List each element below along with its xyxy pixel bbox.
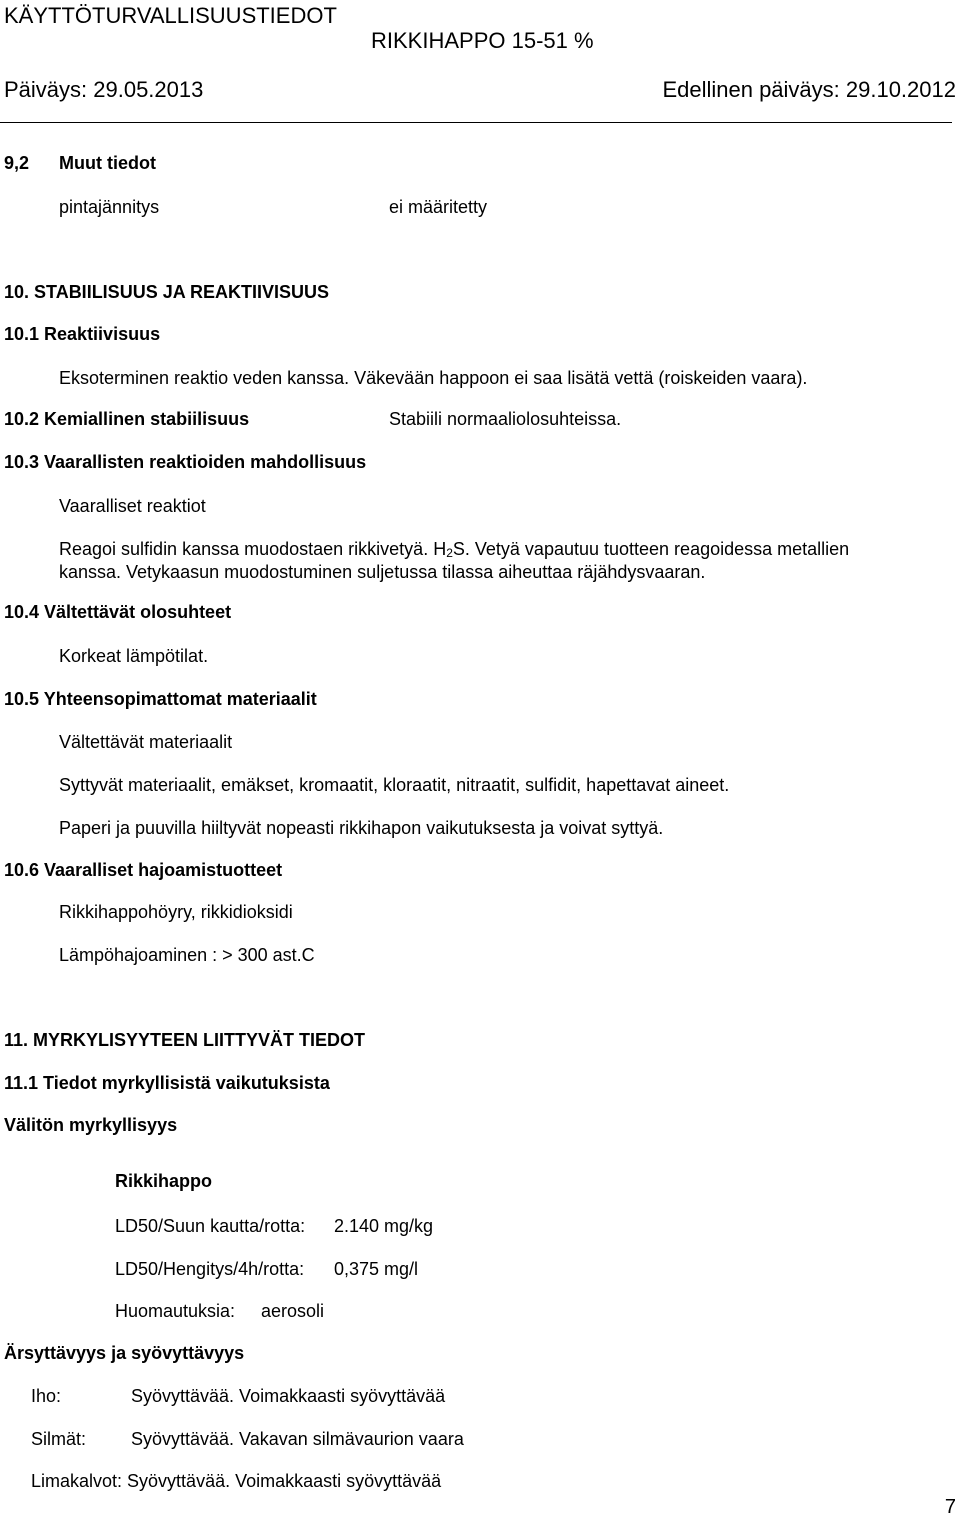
issue-date: Päiväys: 29.05.2013 bbox=[4, 77, 204, 102]
section-9-2-number: 9,2 bbox=[4, 153, 30, 173]
section-10-1-title: 10.1 Reaktiivisuus bbox=[4, 324, 161, 344]
conditions-to-avoid-text: Korkeat lämpötilat. bbox=[59, 646, 209, 666]
hazardous-reactions-subtitle: Vaaralliset reaktiot bbox=[59, 496, 206, 516]
materials-to-avoid-subtitle: Vältettävät materiaalit bbox=[59, 732, 233, 752]
header-rule bbox=[0, 122, 952, 123]
stability-text: Stabiili normaaliolosuhteissa. bbox=[389, 409, 622, 429]
ld50-oral-label: LD50/Suun kautta/rotta: bbox=[115, 1216, 306, 1236]
ld50-oral-value: 2.140 mg/kg bbox=[334, 1216, 434, 1236]
decomposition-products-text: Rikkihappohöyry, rikkidioksidi bbox=[59, 902, 293, 922]
eyes-value: Syövyttävää. Vakavan silmävaurion vaara bbox=[131, 1429, 464, 1449]
section-10-6-title: 10.6 Vaaralliset hajoamistuotteet bbox=[4, 860, 283, 880]
section-11-title: 11. MYRKYLISYYTEEN LIITTYVÄT TIEDOT bbox=[4, 1030, 366, 1050]
document-title: KÄYTTÖTURVALLISUUSTIEDOT bbox=[4, 3, 337, 28]
ld50-inhalation-label: LD50/Hengitys/4h/rotta: bbox=[115, 1259, 305, 1279]
section-10-title: 10. STABIILISUUS JA REAKTIIVISUUS bbox=[4, 282, 330, 302]
section-10-4-title: 10.4 Vältettävät olosuhteet bbox=[4, 602, 232, 622]
section-10-2-title: 10.2 Kemiallinen stabiilisuus bbox=[4, 409, 250, 429]
skin-value: Syövyttävää. Voimakkaasti syövyttävää bbox=[131, 1386, 446, 1406]
hazardous-reactions-line-1: Reagoi sulfidin kanssa muodostaen rikkivetyä. $H_2S$. Vetyä vapautuu tuotteen reagoidessa metallien bbox=[59, 539, 850, 560]
section-9-2-title: Muut tiedot bbox=[59, 153, 156, 173]
page-number: 7 bbox=[944, 1496, 956, 1518]
section-11-1-title: 11.1 Tiedot myrkyllisistä vaikutuksista bbox=[4, 1073, 330, 1093]
thermal-decomposition-text: Lämpöhajoaminen : > 300 ast.C bbox=[59, 945, 315, 965]
property-label: pintajännitys bbox=[59, 197, 160, 217]
product-name: RIKKIHAPPO 15-51 % bbox=[371, 28, 594, 53]
hazardous-reactions-line-2: kanssa. Vetykaasun muodostuminen suljetussa tilassa aiheuttaa räjähdysvaaran. bbox=[59, 562, 706, 582]
substance-name: Rikkihappo bbox=[115, 1171, 213, 1191]
previous-date: Edellinen päiväys: 29.10.2012 bbox=[662, 77, 956, 102]
section-10-3-title: 10.3 Vaarallisten reaktioiden mahdollisuus bbox=[4, 452, 367, 472]
section-10-5-title: 10.5 Yhteensopimattomat materiaalit bbox=[4, 689, 317, 709]
paper-cotton-text: Paperi ja puuvilla hiiltyvät nopeasti rikkihapon vaikutuksesta ja voivat syttyä. bbox=[59, 818, 664, 838]
reactivity-text: Eksoterminen reaktio veden kanssa. Väkevään happoon ei saa lisätä vettä (roiskeiden vaara). bbox=[59, 368, 808, 388]
remarks-label: Huomautuksia: bbox=[115, 1301, 236, 1321]
mucosa-text: Limakalvot: Syövyttävää. Voimakkaasti syövyttävää bbox=[31, 1471, 442, 1491]
ld50-inhalation-value: 0,375 mg/l bbox=[334, 1259, 419, 1279]
irritation-title: Ärsyttävyys ja syövyttävyys bbox=[4, 1343, 245, 1363]
incompatible-materials-text: Syttyvät materiaalit, emäkset, kromaatit, kloraatit, nitraatit, sulfidit, hapettavat aineet. bbox=[59, 775, 730, 795]
acute-toxicity-title: Välitön myrkyllisyys bbox=[4, 1115, 178, 1135]
eyes-label: Silmät: bbox=[31, 1429, 87, 1449]
remarks-value: aerosoli bbox=[261, 1301, 325, 1321]
skin-label: Iho: bbox=[31, 1386, 62, 1406]
property-value: ei määritetty bbox=[389, 197, 488, 217]
